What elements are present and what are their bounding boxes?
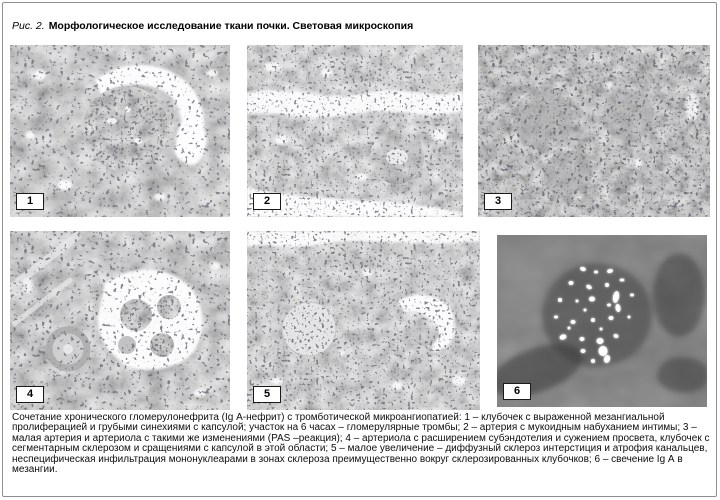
figure-heading: Морфологическое исследование ткани почки. Световая микроскопия <box>48 20 414 32</box>
panel-2-number-badge: 2 <box>253 193 281 210</box>
micrograph-panel-4 <box>10 231 230 410</box>
fluorescence-image <box>497 235 707 407</box>
micrograph-2-image <box>247 45 463 217</box>
micrograph-panel-6 <box>497 235 707 407</box>
micrograph-5-image <box>247 231 480 410</box>
figure-number-label: Рис. 2. <box>12 20 45 32</box>
micrograph-panel-1 <box>10 45 230 217</box>
panel-6-number-badge: 6 <box>503 383 531 400</box>
micrograph-3-image <box>478 45 710 217</box>
panel-3-number-badge: 3 <box>484 193 512 210</box>
micrograph-panel-3 <box>478 45 710 217</box>
panel-1-number-badge: 1 <box>16 193 44 210</box>
micrograph-1-image <box>10 45 230 217</box>
micrograph-panel-2 <box>247 45 463 217</box>
micrograph-4-image <box>10 231 230 410</box>
micrograph-panel-5 <box>247 231 480 410</box>
figure-caption: Сочетание хронического гломерулонефрита (Ig А-нефрит) с тромботической микроангиопатией: 1 – клубочек с выраженной мезангиальной пролиферацией и грубыми синехиями с капсулой; участок на 6 часах – гломерулярные тромбы; 2 – артерия с мукоидным набуханием интимы; 3 – малая артерия и артериола с такими же изменениями (PAS –реакция); 4 – артериола с расширением субэндотелия и сужением просвета, клубочек с сегментарным склерозом и сращениями с капсулой в этой области; 5 – малое увеличение – диффузный склероз интерстиция и атрофия канальцев, неспецифическая инфильтрация мононуклеарами в зонах склероза преимущественно вокруг склерозированных клубочков; 6 – свечение Ig А в мезангии. <box>12 412 710 476</box>
panel-5-number-badge: 5 <box>253 386 281 403</box>
panel-4-number-badge: 4 <box>16 386 44 403</box>
figure-title <box>12 20 413 32</box>
